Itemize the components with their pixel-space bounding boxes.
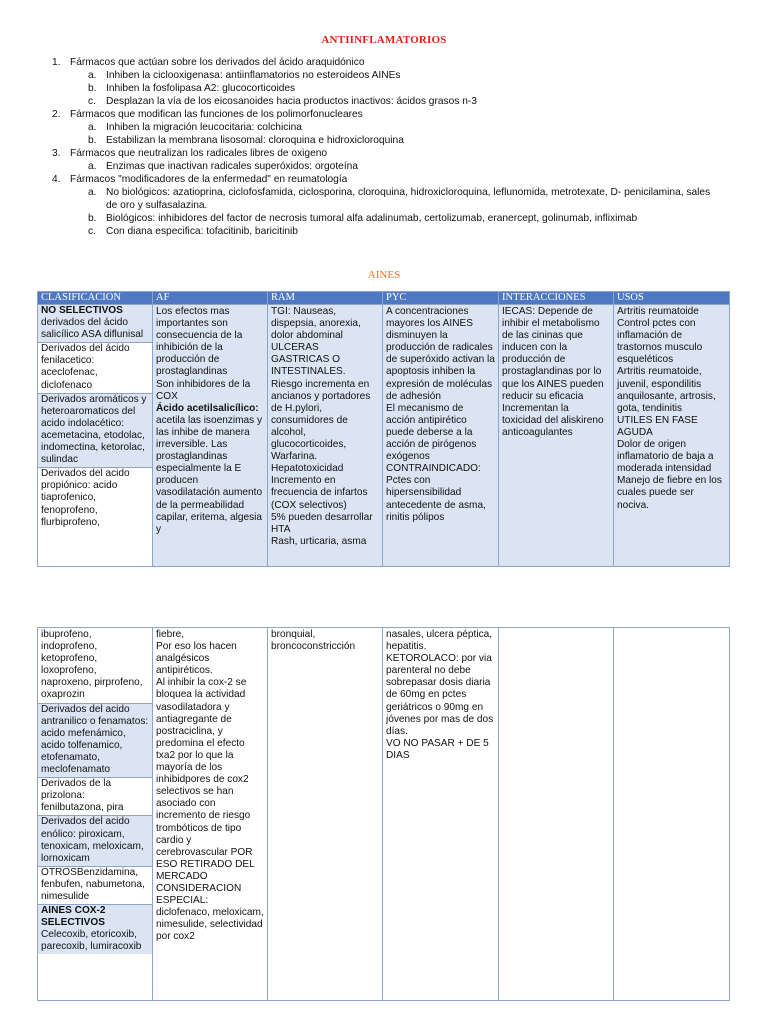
cell-af	[153, 628, 268, 1001]
class-group	[38, 629, 152, 704]
header-usos: USOS	[614, 292, 730, 305]
outline-letter: a.	[88, 161, 97, 172]
class-group	[38, 867, 152, 905]
outline-subitem	[0, 160, 768, 173]
table-header-row	[38, 292, 730, 305]
outline-letter: b.	[88, 213, 97, 224]
af-text: CONSIDERACION ESPECIAL: diclofenaco, meloxicam, nimesulide, selectividad por cox2	[156, 882, 264, 943]
outline-subitem	[0, 82, 768, 95]
pyc-text: VO NO PASAR + DE 5 DIAS	[386, 737, 489, 761]
outline-subtext: Biológicos: inhibidores del factor de necrosis tumoral alfa adalinumab, certolizumab, eranercept, golinumab, infliximab	[106, 213, 638, 224]
cell-ram	[268, 305, 383, 567]
af-text: Son inhibidores de la COX	[156, 378, 251, 402]
class-group-text: ibuprofeno, indoprofeno, ketoprofeno, loxoprofeno, naproxeno, pirprofeno, oxaprozin	[41, 629, 143, 701]
af-text: Por eso los hacen analgésicos antipiréticos.	[156, 641, 237, 677]
class-group	[38, 305, 152, 343]
pyc-text: Pctes con hipersensibilidad antecedente de asma, rinitis pólipos	[386, 475, 486, 523]
outline-item	[0, 108, 768, 121]
class-group-heading: NO SELECTIVOS	[41, 305, 123, 316]
cell-clasificacion	[38, 628, 153, 1001]
pyc-text: El mecanismo de acción antipirético puede deberse a la acción de pirógenos exógenos	[386, 402, 477, 463]
outline-text: Fármacos que actúan sobre los derivados del ácido araquidónico	[70, 57, 365, 68]
outline-subitem	[0, 212, 768, 225]
class-group-text: Derivados del acido propiónico: acido tiaprofenico, fenoprofeno, flurbiprofeno,	[41, 468, 130, 528]
header-af: AF	[153, 292, 268, 305]
outline-letter: b.	[88, 135, 97, 146]
outline-number: 2.	[52, 109, 61, 120]
outline-letter: c.	[88, 226, 96, 237]
class-group	[38, 816, 152, 866]
interacciones-text: Incrementan la toxicidad del aliskireno anticoagulantes	[502, 402, 604, 438]
class-group-text: derivados del ácido salicílico ASA diflunisal	[41, 317, 144, 341]
usos-text: Dolor de origen inflamatorio de baja a moderada intensidad	[617, 439, 714, 475]
outline-letter: a.	[88, 70, 97, 81]
outline-text: Fármacos que neutralizan los radicales libres de oxigeno	[70, 148, 328, 159]
outline-subitem	[0, 186, 768, 212]
header-interacciones: INTERACCIONES	[499, 292, 614, 305]
ram-text: bronquial, broncoconstricción	[271, 629, 356, 653]
class-group-text: Celecoxib, etoricoxib, parecoxib, lumiracoxib	[41, 929, 142, 953]
header-ram: RAM	[268, 292, 383, 305]
outline-letter: c.	[88, 96, 96, 107]
cell-af	[153, 305, 268, 567]
class-group-text: Derivados de la prizolona: fenilbutazona, pira	[41, 778, 124, 814]
ram-text: Riesgo incrementa en ancianos y portadores de H.pylori, consumidores de alcohol, glucocorticoides, Warfarina.	[271, 378, 371, 463]
outline-letter: a.	[88, 187, 97, 198]
outline-item	[0, 173, 768, 186]
class-group-text: Derivados del acido antranilico o fenamatos: acido mefenámico, acido tolfenamico, etofenamato, meclofenamato	[41, 703, 149, 776]
outline-letter: a.	[88, 122, 97, 133]
usos-text: UTILES EN FASE AGUDA	[617, 414, 698, 438]
cell-clasificacion	[38, 305, 153, 567]
class-group	[38, 468, 152, 529]
pyc-text: CONTRAINDICADO:	[386, 463, 481, 475]
outline-text: Fármacos que modifican las funciones de los polimorfonucleares	[70, 109, 363, 120]
header-pyc: PYC	[383, 292, 499, 305]
cell-interacciones	[499, 628, 614, 1001]
class-group	[38, 394, 152, 469]
class-group-text: OTROSBenzidamina, fenbufen, nabumetona, nimesulide	[41, 866, 145, 902]
header-clasificacion: CLASIFICACION	[38, 292, 153, 305]
outline-subtext: Desplazan la vía de los eicosanoides hacia productos inactivos: ácidos grasos n-3	[106, 96, 477, 107]
usos-text: Artritis reumatoide, juvenil, espondilitis anquilosante, artrosis, gota, tendinitis	[617, 366, 716, 414]
outline-subitem	[0, 225, 768, 238]
outline-subitem	[0, 95, 768, 108]
outline-subtext: Inhiben la fosfolipasa A2: glucocorticoides	[106, 83, 296, 94]
af-bold-text: Ácido acetilsalicílico:	[156, 402, 259, 414]
cell-interacciones	[499, 305, 614, 567]
ram-text: TGI: Nauseas, dispepsia, anorexia, dolor abdominal ULCERAS GASTRICAS O INTESTINALES.	[271, 306, 361, 378]
outline-subitem	[0, 134, 768, 147]
table-row	[38, 628, 730, 1001]
aines-table-part-1	[37, 291, 730, 567]
outline-item	[0, 147, 768, 160]
outline-letter: b.	[88, 83, 97, 94]
outline-list	[0, 56, 768, 238]
usos-text: Control pctes con inflamación de trastornos musculo esqueléticos	[617, 318, 703, 366]
outline-number: 4.	[52, 174, 61, 185]
class-group-text: Derivados del acido enólico: piroxicam, tenoxicam, meloxicam, lornoxicam	[41, 816, 144, 864]
af-text: fiebre,	[156, 629, 185, 640]
class-group-text: Derivados aromáticos y heteroaromaticos del acido indolacético: acemetacina, etodolac, indomectina, ketorolac, sulindac	[41, 393, 147, 466]
cell-usos	[614, 305, 730, 567]
outline-subtext: Enzimas que inactivan radicales superóxidos: orgoteína	[106, 161, 359, 172]
class-group	[38, 704, 152, 779]
pyc-text: KETOROLACO: por via parenteral no debe sobrepasar dosis diaria de 60mg en pctes geriátricos o 90mg en jóvenes por mas de dos días.	[386, 653, 494, 737]
af-text: acetila las isoenzimas y las inhibe de manera irreversible. Las prostaglandinas especialmente la E producen vasodilatación aumento de la permeabilidad capilar, eritema, algesia y	[156, 414, 263, 535]
outline-subtext: Estabilizan la membrana lisosomal: cloroquina e hidroxicloroquina	[106, 135, 404, 146]
document-title: ANTIINFLAMATORIOS	[321, 34, 447, 46]
outline-subtext: No biológicos: azatioprina, ciclofosfamida, ciclosporina, cloroquina, hidroxicloroquina, leflunomida, metrotexate, D- penicilamina, sales de oro y sulfasalazina.	[106, 187, 711, 211]
ram-text: Incremento en frecuencia de infartos (COX selectivos)	[271, 475, 368, 511]
table-row	[38, 305, 730, 567]
outline-text: Fármacos "modificadores de la enfermedad" en reumatología	[70, 174, 348, 185]
pyc-text: nasales, ulcera péptica, hepatitis.	[386, 629, 493, 653]
usos-text: Manejo de fiebre en los cuales puede ser nociva.	[617, 475, 722, 511]
interacciones-text: IECAS: Depende de inhibir el metabolismo de las cininas que inducen con la producción de prostaglandinas por lo que los AINES pueden reducir su eficacia	[502, 306, 604, 402]
class-group-heading: AINES COX-2 SELECTIVOS	[41, 905, 106, 929]
pyc-text: A concentraciones mayores los AINES disminuyen la producción de radicales de superóxido activan la apoptosis inhiben la expresión de moléculas de adhesión	[386, 306, 495, 402]
class-group	[38, 905, 152, 954]
outline-subtext: Inhiben la migración leucocitaria: colchicina	[106, 122, 302, 133]
outline-item	[0, 56, 768, 69]
table-title: AINES	[367, 269, 401, 281]
cell-usos	[614, 628, 730, 1001]
cell-pyc	[383, 628, 499, 1001]
af-text: Los efectos mas importantes son consecuencia de la inhibición de la producción de prostaglandinas	[156, 306, 243, 378]
af-text: Al inhibir la cox-2 se bloquea la actividad vasodilatadora y antiagregante de postraciclina, y predomina el efecto txa2 por lo que la mayoría de los inhibidpores de cox2 selectivos se han asociado con incremento de riesgo trombóticos de tipo cardio y cerebrovascular POR ESO RETIRADO DEL MERCADO	[156, 677, 255, 882]
outline-number: 3.	[52, 148, 61, 159]
class-group	[38, 343, 152, 393]
outline-subitem	[0, 69, 768, 82]
class-group-text: Derivados del ácido fenilacetico: aceclofenac, diclofenaco	[41, 343, 130, 391]
ram-text: Rash, urticaria, asma	[271, 535, 367, 547]
outline-subitem	[0, 121, 768, 134]
outline-number: 1.	[52, 57, 61, 68]
usos-text: Artritis reumatoide	[617, 306, 699, 317]
ram-text: 5% pueden desarrollar HTA	[271, 511, 373, 535]
cell-pyc	[383, 305, 499, 567]
outline-subtext: Con diana especifica: tofacitinib, baricitinib	[106, 226, 298, 237]
cell-ram	[268, 628, 383, 1001]
aines-table-part-2	[37, 627, 730, 1001]
class-group	[38, 778, 152, 816]
outline-subtext: Inhiben la ciclooxigenasa: antiinflamatorios no esteroideos AINEs	[106, 70, 401, 81]
ram-text: Hepatotoxicidad	[271, 463, 344, 475]
